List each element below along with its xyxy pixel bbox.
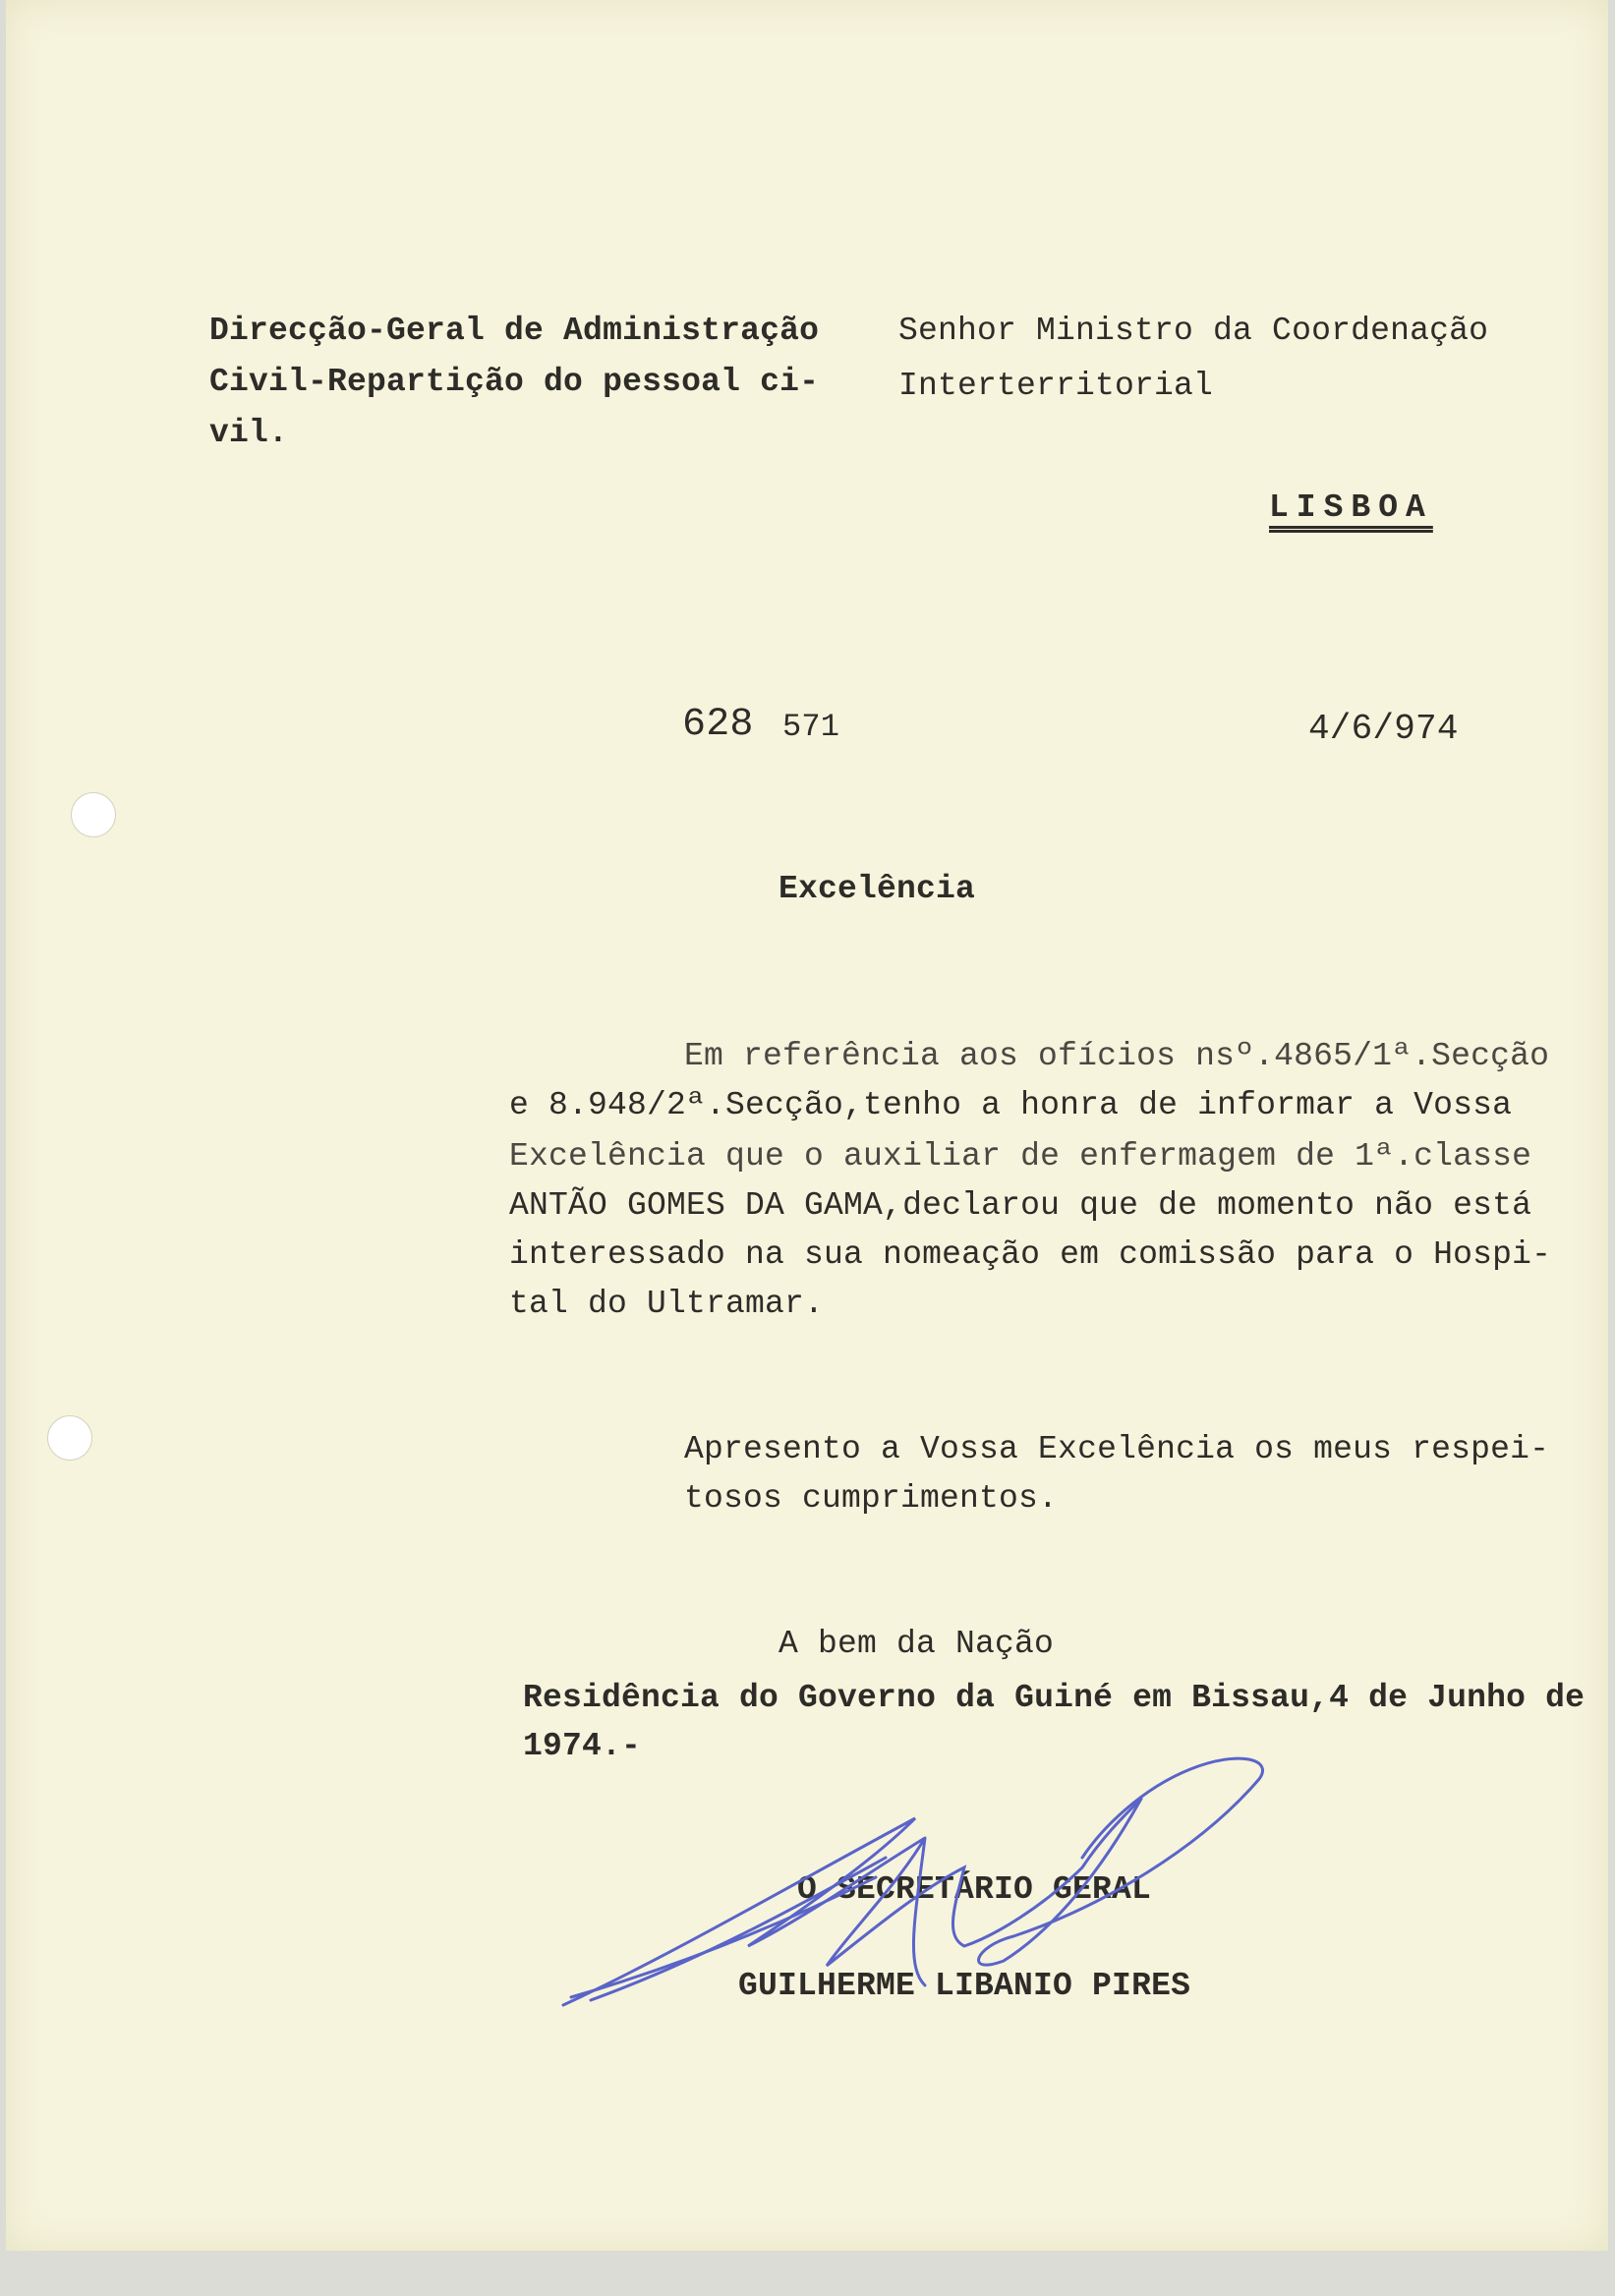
signer-title: O SECRETÁRIO GERAL (797, 1871, 1152, 1908)
city: LISBOA (1269, 489, 1433, 526)
place-date-line: 1974.- (523, 1728, 642, 1764)
punch-hole (47, 1415, 92, 1461)
sender-line: vil. (209, 415, 289, 451)
punch-hole (71, 792, 116, 837)
reference-suffix: 571 (782, 709, 840, 745)
sender-line: Direcção-Geral de Administração (209, 313, 820, 349)
closing-line: Apresento a Vossa Excelência os meus respei- (684, 1431, 1550, 1467)
body-line: ANTÃO GOMES DA GAMA,declarou que de momento não está (509, 1187, 1532, 1224)
reference-number: 628 (682, 703, 754, 747)
recipient-line: Senhor Ministro da Coordenação (898, 313, 1489, 349)
place-date-line: Residência do Governo da Guiné em Bissau,4 de Junho de (523, 1680, 1586, 1716)
recipient-line: Interterritorial (898, 368, 1214, 404)
body-line: e 8.948/2ª.Secção,tenho a honra de informar a Vossa (509, 1087, 1513, 1123)
body-line: Excelência que o auxiliar de enfermagem de 1ª.classe (509, 1138, 1532, 1175)
date: 4/6/974 (1308, 709, 1459, 749)
salutation: Excelência (779, 871, 976, 907)
sender-line: Civil-Repartição do pessoal ci- (209, 364, 820, 400)
closing-line: tosos cumprimentos. (684, 1480, 1059, 1517)
signer-name: GUILHERME LIBANIO PIRES (738, 1968, 1191, 2004)
document-page (6, 0, 1608, 2251)
motto: A bem da Nação (779, 1626, 1055, 1662)
body-line: tal do Ultramar. (509, 1286, 825, 1322)
body-line: Em referência aos ofícios nsº.4865/1ª.Secção (684, 1038, 1550, 1074)
body-line: interessado na sua nomeação em comissão para o Hospi- (509, 1236, 1552, 1273)
handwritten-signature (551, 1740, 1279, 2035)
